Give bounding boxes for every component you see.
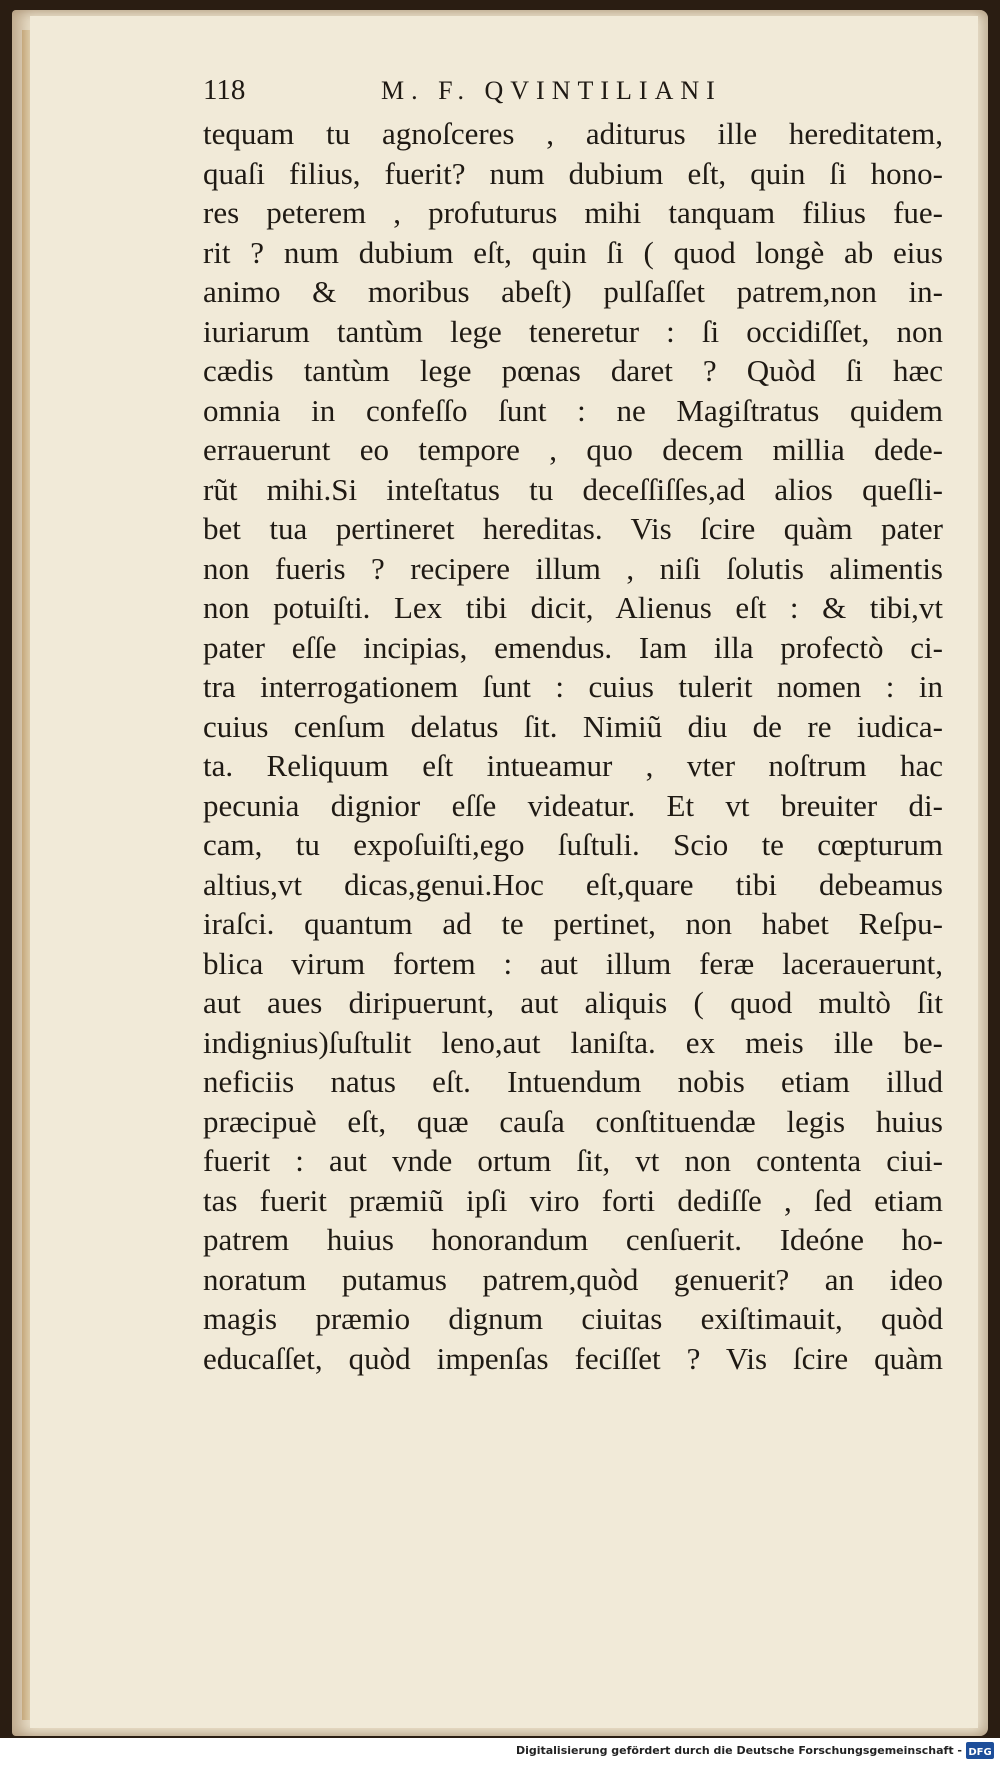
- text-line: pater eſſe incipias, emendus. Iam illa profectò ci-: [203, 629, 943, 665]
- text-line: rũt mihi.Si inteſtatus tu deceſſiſſes,ad alios queſli-: [203, 471, 943, 507]
- text-line: pecunia dignior eſſe videatur. Et vt breuiter di-: [203, 787, 943, 823]
- text-line: res peterem , profuturus mihi tanquam filius fue-: [203, 195, 943, 230]
- text-line: non fueris ? recipere illum , niſi ſolutis alimentis: [203, 550, 943, 586]
- text-line: altius,vt dicas,genui.Hoc eſt,quare tibi debeamus: [203, 866, 943, 902]
- text-line: indignius)ſuſtulit leno,aut laniſta. ex meis ille be-: [203, 1024, 943, 1060]
- text-line: blica virum fortem : aut illum feræ lacerauerunt,: [203, 945, 943, 981]
- running-head: [203, 74, 803, 106]
- text-line: errauerunt eo tempore , quo decem millia dede-: [203, 432, 943, 467]
- text-line: tequam tu agnoſceres , aditurus ille hereditatem,: [203, 116, 943, 151]
- svg-text:DFG: DFG: [968, 1747, 992, 1758]
- text-line: bet tua pertineret hereditas. Vis ſcire quàm pater: [203, 511, 943, 546]
- footer-bar: [0, 1738, 1000, 1765]
- text-line: cædis tantùm lege pœnas daret ? Quòd ſi hæc: [203, 353, 943, 388]
- text-line: aut aues diripuerunt, aut aliquis ( quod multò ſit: [203, 985, 943, 1020]
- text-line: magis præmio dignum ciuitas exiſtimauit, quòd: [203, 1301, 943, 1336]
- text-line: animo & moribus abeſt) pulſaſſet patrem,non in-: [203, 274, 943, 309]
- digitization-credit: Digitalisierung gefördert durch die Deutsche Forschungsgemeinschaft -: [515, 1744, 962, 1757]
- text-line: iraſci. quantum ad te pertinet, non habet Reſpu-: [203, 906, 943, 941]
- text-line: quaſi filius, fuerit? num dubium eſt, quin ſi hono-: [203, 155, 943, 191]
- text-line: omnia in confeſſo ſunt : ne Magiſtratus quidem: [203, 392, 943, 428]
- text-line: ta. Reliquum eſt intueamur , vter noſtrum hac: [203, 748, 943, 783]
- text-line: educaſſet, quòd impenſas feciſſet ? Vis ſcire quàm: [203, 1340, 943, 1376]
- text-line: neficiis natus eſt. Intuendum nobis etiam illud: [203, 1064, 943, 1099]
- text-line: non potuiſti. Lex tibi dicit, Alienus eſt : & tibi,vt: [203, 590, 943, 625]
- text-line: patrem huius honorandum cenſuerit. Ideóne ho-: [203, 1222, 943, 1257]
- text-line: tas fuerit præmiũ ipſi viro forti dediſſe , ſed etiam: [203, 1182, 943, 1218]
- text-line: rit ? num dubium eſt, quin ſi ( quod longè ab eius: [203, 234, 943, 270]
- dfg-logo-icon: [966, 1742, 994, 1759]
- text-line: fuerit : aut vnde ortum ſit, vt non contenta ciui-: [203, 1143, 943, 1178]
- text-line: iuriarum tantùm lege teneretur : ſi occidiſſet, non: [203, 313, 943, 349]
- text-line: cam, tu expoſuiſti,ego ſuſtuli. Scio te cœpturum: [203, 827, 943, 862]
- text-line: præcipuè eſt, quæ cauſa conſtituendæ legis huius: [203, 1103, 943, 1139]
- running-title: M. F. QVINTILIANI: [381, 76, 722, 105]
- text-line: noratum putamus patrem,quòd genuerit? an ideo: [203, 1261, 943, 1297]
- text-line: tra interrogationem ſunt : cuius tulerit nomen : in: [203, 669, 943, 704]
- body-text: [203, 114, 943, 1378]
- page-number: 118: [203, 74, 246, 106]
- text-line: cuius cenſum delatus ſit. Nimiũ diu de re iudica-: [203, 708, 943, 744]
